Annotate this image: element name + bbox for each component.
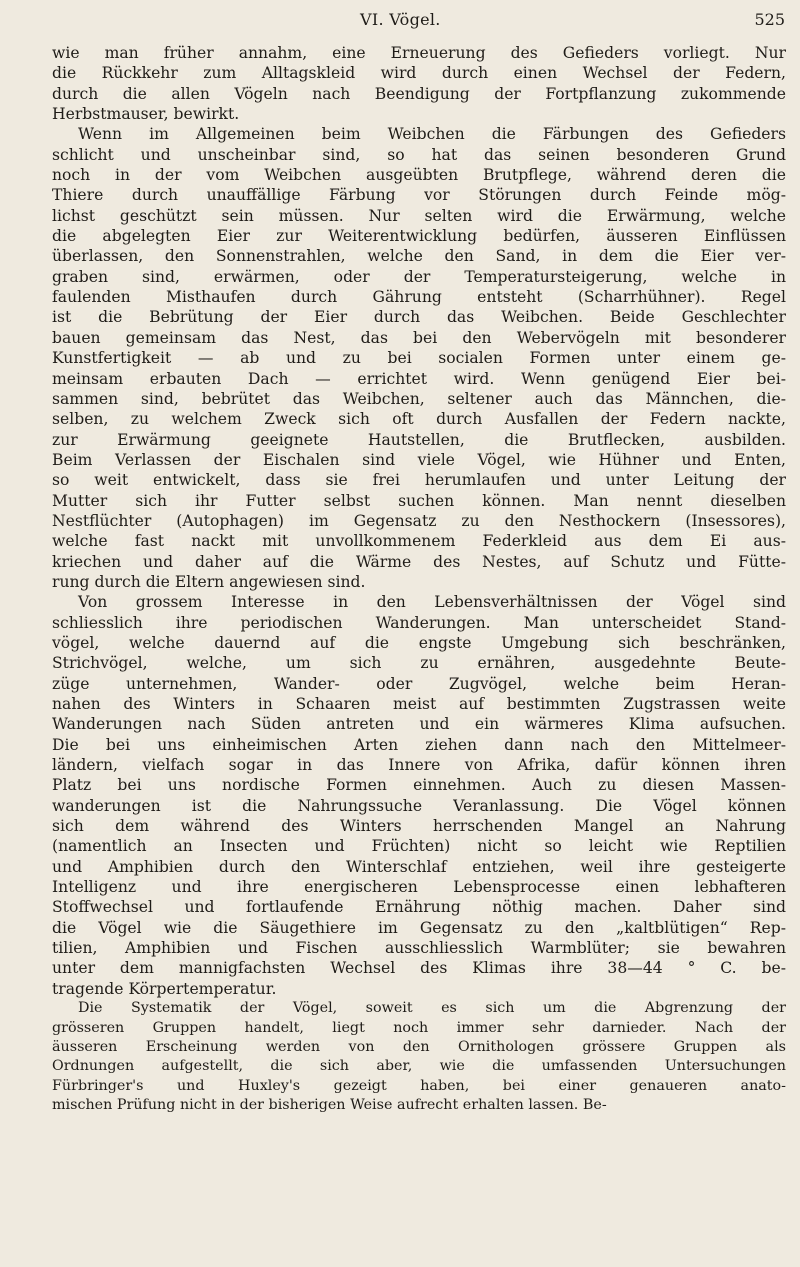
text-line: sich dem während des Winters herrschenden Mangel an Nahrung bbox=[52, 817, 786, 836]
text-line: meinsam erbauten Dach — errichtet wird. Wenn genügend Eier bei- bbox=[52, 369, 786, 388]
paragraph-2 bbox=[52, 124, 786, 592]
text-line: graben sind, erwärmen, oder der Temperatursteigerung, welche in bbox=[52, 267, 786, 286]
text-line: und Amphibien durch den Winterschlaf entziehen, weil ihre gesteigerte bbox=[52, 857, 786, 876]
text-line: züge unternehmen, Wander- oder Zugvögel, welche beim Heran- bbox=[52, 674, 786, 693]
text-line: Ordnungen aufgestellt, die sich aber, wie die umfassenden Untersuchungen bbox=[52, 1058, 786, 1075]
text-line: grösseren Gruppen handelt, liegt noch immer sehr darnieder. Nach der bbox=[52, 1019, 786, 1036]
text-line: Fürbringer's und Huxley's gezeigt haben, bei einer genaueren anato- bbox=[52, 1077, 786, 1094]
body-text bbox=[52, 43, 786, 1116]
text-line: faulenden Misthaufen durch Gährung entsteht (Scharrhühner). Regel bbox=[52, 288, 786, 307]
text-line: Wanderungen nach Süden antreten und ein wärmeres Klima aufsuchen. bbox=[52, 715, 786, 734]
text-line: welche fast nackt mit unvollkommenem Federkleid aus dem Ei aus- bbox=[52, 532, 786, 551]
text-line: überlassen, den Sonnenstrahlen, welche den Sand, in dem die Eier ver- bbox=[52, 247, 786, 266]
text-line: (namentlich an Insecten und Früchten) nicht so leicht wie Reptilien bbox=[52, 837, 786, 856]
text-line: noch in der vom Weibchen ausgeübten Brutpflege, während deren die bbox=[52, 166, 786, 185]
paragraph-1 bbox=[52, 43, 786, 124]
text-line: selben, zu welchem Zweck sich oft durch Ausfallen der Federn nackte, bbox=[52, 410, 786, 429]
text-line: lichst geschützt sein müssen. Nur selten wird die Erwärmung, welche bbox=[52, 206, 786, 225]
text-line: tragende Körpertemperatur. bbox=[52, 979, 277, 998]
page-header bbox=[50, 8, 785, 34]
text-line: äusseren Erscheinung werden von den Ornithologen grössere Gruppen als bbox=[52, 1038, 786, 1055]
text-line: Wenn im Allgemeinen beim Weibchen die Färbungen des Gefieders bbox=[78, 125, 786, 144]
running-head: VI. Vögel. bbox=[360, 10, 441, 29]
text-line: Stoffwechsel und fortlaufende Ernährung nöthig machen. Daher sind bbox=[52, 898, 786, 917]
text-line: Die Systematik der Vögel, soweit es sich um die Abgrenzung der bbox=[78, 1000, 786, 1017]
text-line: nahen des Winters in Schaaren meist auf bestimmten Zugstrassen weite bbox=[52, 695, 786, 713]
text-line: Herbstmauser, bewirkt. bbox=[52, 105, 240, 124]
text-line: so weit entwickelt, dass sie frei herumlaufen und unter Leitung der bbox=[52, 471, 786, 490]
text-line: wie man früher annahm, eine Erneuerung des Gefieders vorliegt. Nur bbox=[52, 44, 786, 62]
text-line: durch die allen Vögeln nach Beendigung der Fortpflanzung zukommende bbox=[52, 84, 786, 103]
text-line: Kunstfertigkeit — ab und zu bei socialen Formen unter einem ge- bbox=[52, 349, 786, 368]
text-line: Platz bei uns nordische Formen einnehmen. Auch zu diesen Massen- bbox=[52, 776, 786, 795]
text-line: schliesslich ihre periodischen Wanderungen. Man unterscheidet Stand- bbox=[52, 613, 786, 632]
text-line: vögel, welche dauernd auf die engste Umgebung sich beschränken, bbox=[52, 633, 786, 652]
text-line: rung durch die Eltern angewiesen sind. bbox=[52, 572, 366, 591]
text-line: Nestflüchter (Autophagen) im Gegensatz zu den Nesthockern (Insessores), bbox=[52, 511, 786, 530]
text-line: sammen sind, bebrütet das Weibchen, seltener auch das Männchen, die- bbox=[52, 389, 786, 408]
paragraph-3 bbox=[52, 592, 786, 999]
text-line: die Rückkehr zum Alltagskleid wird durch einen Wechsel der Federn, bbox=[52, 64, 786, 83]
text-line: ländern, vielfach sogar in das Innere von Afrika, dafür können ihren bbox=[52, 756, 786, 775]
text-line: die abgelegten Eier zur Weiterentwicklung bedürfen, äusseren Einflüssen bbox=[52, 227, 786, 246]
text-line: Mutter sich ihr Futter selbst suchen können. Man nennt dieselben bbox=[52, 491, 786, 510]
text-line: Beim Verlassen der Eischalen sind viele Vögel, wie Hühner und Enten, bbox=[52, 450, 786, 469]
text-line: Von grossem Interesse in den Lebensverhältnissen der Vögel sind bbox=[78, 593, 786, 612]
text-line: schlicht und unscheinbar sind, so hat das seinen besonderen Grund bbox=[52, 145, 786, 164]
page-number: 525 bbox=[754, 10, 785, 29]
text-line: tilien, Amphibien und Fischen ausschliesslich Warmblüter; sie bewahren bbox=[52, 939, 786, 958]
text-line: Thiere durch unauffällige Färbung vor Störungen durch Feinde mög- bbox=[52, 186, 786, 205]
text-line: ist die Bebrütung der Eier durch das Weibchen. Beide Geschlechter bbox=[52, 308, 786, 327]
text-line: bauen gemeinsam das Nest, das bei den Webervögeln mit besonderer bbox=[52, 328, 786, 347]
text-line: unter dem mannigfachsten Wechsel des Klimas ihre 38—44 ° C. be- bbox=[52, 959, 786, 978]
paragraph-4 bbox=[52, 999, 786, 1115]
text-line: zur Erwärmung geeignete Hautstellen, die Brutflecken, ausbilden. bbox=[52, 430, 786, 449]
text-line: Strichvögel, welche, um sich zu ernähren, ausgedehnte Beute- bbox=[52, 654, 786, 673]
text-line: Intelligenz und ihre energischeren Lebensprocesse einen lebhafteren bbox=[52, 878, 786, 897]
text-line: kriechen und daher auf die Wärme des Nestes, auf Schutz und Fütte- bbox=[52, 552, 786, 571]
text-line: die Vögel wie die Säugethiere im Gegensatz zu den „kaltblütigen“ Rep- bbox=[52, 918, 786, 937]
text-line: wanderungen ist die Nahrungssuche Veranlassung. Die Vögel können bbox=[52, 796, 786, 815]
text-line: mischen Prüfung nicht in der bisherigen Weise aufrecht erhalten lassen. Be- bbox=[52, 1097, 607, 1114]
text-line: Die bei uns einheimischen Arten ziehen dann nach den Mittelmeer- bbox=[52, 735, 786, 754]
